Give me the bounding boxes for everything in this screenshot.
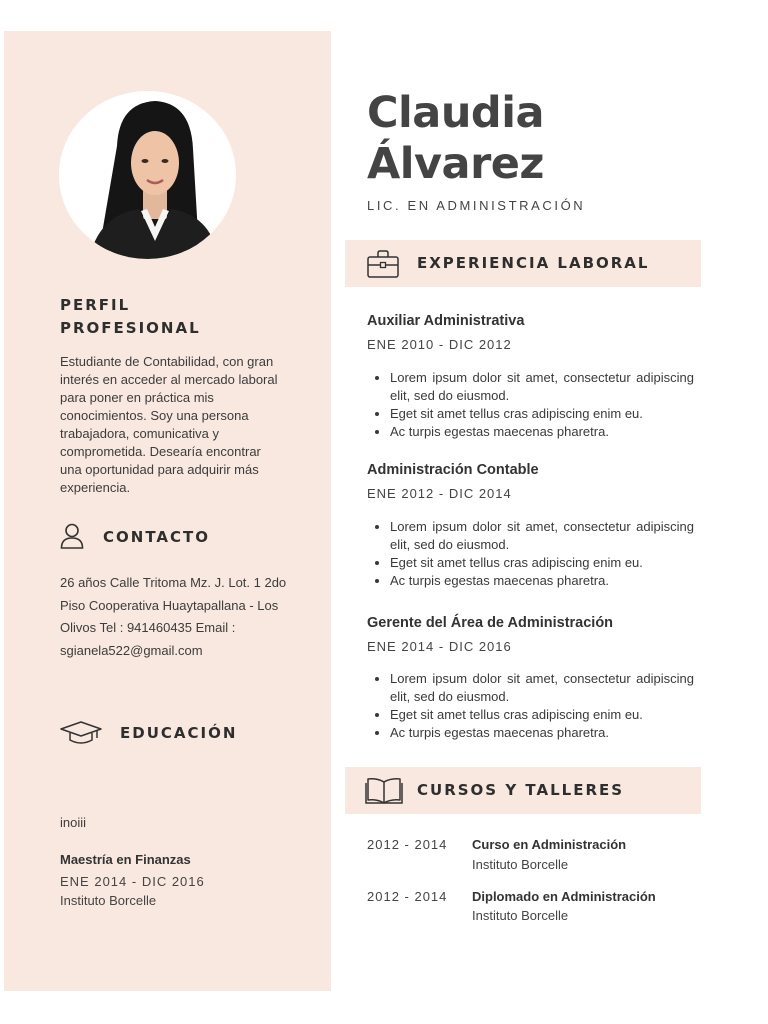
last-name: Álvarez <box>367 139 544 189</box>
briefcase-icon <box>367 250 399 278</box>
profile-heading <box>60 294 201 340</box>
professional-title: LIC. EN ADMINISTRACIÓN <box>367 198 586 213</box>
contact-text: 26 años Calle Tritoma Mz. J. Lot. 1 2do Piso Cooperativa Huaytapallana - Los Olivos Tel : 941460435 Email : sgianela522@gmail.com <box>60 575 287 658</box>
course-years: 2012 - 2014 <box>367 889 448 904</box>
course-institution: Instituto Borcelle <box>472 857 569 872</box>
job-bullet: • Eget sit amet tellus cras adipiscing enim eu. <box>390 405 694 423</box>
job-bullet: • Lorem ipsum dolor sit amet, consectetur adipiscing elit, sed do eiusmod. <box>390 369 694 405</box>
job-bullet: • Ac turpis egestas maecenas pharetra. <box>390 423 694 441</box>
profile-text: Estudiante de Contabilidad, con gran interés en acceder al mercado laboral para poner en práctica mis conocimientos. Soy una persona trabajadora, comunicativa y comprometida. Desearía encontrar una oportunidad para adquirir más experiencia. <box>60 354 278 495</box>
job-bullet: • Ac turpis egestas maecenas pharetra. <box>390 572 694 590</box>
job-bullet: • Eget sit amet tellus cras adipiscing enim eu. <box>390 706 694 724</box>
candidate-name <box>367 88 697 190</box>
profile-heading-line2: PROFESIONAL <box>60 319 201 337</box>
open-book-icon <box>365 777 403 805</box>
profile-photo <box>59 91 236 259</box>
course-institution: Instituto Borcelle <box>472 908 569 923</box>
course-name: Curso en Administración <box>472 837 627 852</box>
courses-heading: CURSOS Y TALLERES <box>417 781 625 799</box>
education-date: ENE 2014 - DIC 2016 <box>60 874 205 889</box>
education-note: inoiii <box>60 815 87 830</box>
job-title: Auxiliar Administrativa <box>367 313 525 329</box>
user-icon <box>60 523 84 549</box>
job-bullets <box>367 670 694 742</box>
job-bullets <box>367 369 694 441</box>
graduation-cap-icon <box>60 721 102 745</box>
job-bullet: • Eget sit amet tellus cras adipiscing enim eu. <box>390 554 694 572</box>
first-name: Claudia <box>367 88 544 138</box>
job-bullet: • Ac turpis egestas maecenas pharetra. <box>390 724 694 742</box>
job-bullets <box>367 518 694 590</box>
education-heading: EDUCACIÓN <box>120 724 238 742</box>
profile-heading-line1: PERFIL <box>60 296 131 314</box>
contact-heading: CONTACTO <box>103 528 210 546</box>
job-bullet: • Lorem ipsum dolor sit amet, consectetur adipiscing elit, sed do eiusmod. <box>390 518 694 554</box>
job-title: Gerente del Área de Administración <box>367 615 614 631</box>
job-date: ENE 2012 - DIC 2014 <box>367 486 512 501</box>
course-name: Diplomado en Administración <box>472 889 656 904</box>
education-degree: Maestría en Finanzas <box>60 852 191 867</box>
job-title: Administración Contable <box>367 462 539 478</box>
experience-heading: EXPERIENCIA LABORAL <box>417 254 650 272</box>
education-institution: Instituto Borcelle <box>60 893 157 908</box>
job-bullet: • Lorem ipsum dolor sit amet, consectetur adipiscing elit, sed do eiusmod. <box>390 670 694 706</box>
course-years: 2012 - 2014 <box>367 837 448 852</box>
job-date: ENE 2014 - DIC 2016 <box>367 639 512 654</box>
job-date: ENE 2010 - DIC 2012 <box>367 337 512 352</box>
